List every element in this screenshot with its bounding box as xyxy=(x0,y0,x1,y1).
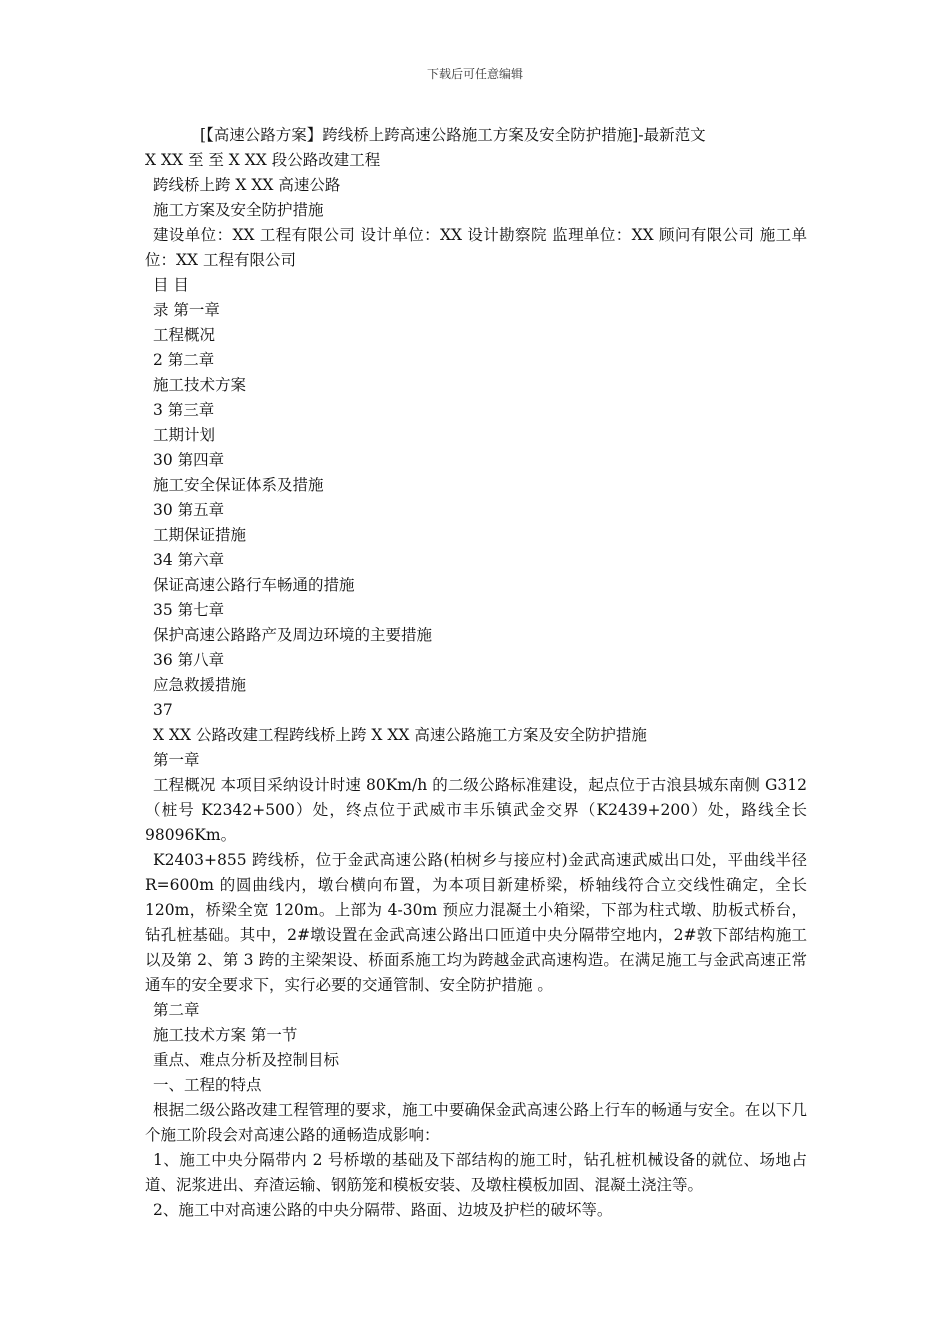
toc-line: 30 第四章 xyxy=(153,451,225,469)
chapter-heading: 第一章 xyxy=(153,751,200,769)
section-heading: 重点、难点分析及控制目标 xyxy=(153,1051,340,1069)
toc-line: 37 xyxy=(153,701,173,719)
toc-line: 36 第八章 xyxy=(153,651,225,669)
toc-line: 2 第二章 xyxy=(153,351,215,369)
toc-line: 保证高速公路行车畅通的措施 xyxy=(153,576,355,594)
project-name: X XX 至 至 X XX 段公路改建工程 xyxy=(145,151,381,169)
toc-line: 工期保证措施 xyxy=(153,526,247,544)
toc-line: 应急救援措施 xyxy=(153,676,247,694)
toc-line: 录 第一章 xyxy=(153,301,220,319)
toc-line: 工程概况 xyxy=(153,326,216,344)
page-header: 下载后可任意编辑 xyxy=(426,67,523,81)
body-paragraph: K2403+855 跨线桥，位于金武高速公路(柏树乡与接应村)金武高速武威出口处，平曲线半径 R=600m 的圆曲线内，墩台横向布置，为本项目新建桥梁，桥轴线符合立交线性确定，全长 120m，桥梁全宽 120m。上部为 4-30m 预应力混凝土小箱梁，下部为柱式墩、肋板式桥台，钻孔桩基础。其中，2#墩设置在金武高速公路出口匝道中央分隔带空地内，2#敦下部结构施工以及第 2、第 3 跨的主梁架设、桥面系施工均为跨越金武高速构造。在满足施工与金武高速正常通车的安全要求下，实行必要的交通管制、安全防护措施 。 xyxy=(145,851,807,994)
toc-line: 工期计划 xyxy=(153,426,216,444)
toc-line: 施工技术方案 xyxy=(153,376,247,394)
body-paragraph: 根据二级公路改建工程管理的要求，施工中要确保金武高速公路上行车的畅通与安全。在以下几个施工阶段会对高速公路的通畅造成影响： xyxy=(145,1101,807,1144)
chapter-heading: 第二章 xyxy=(153,1001,200,1019)
document-title: [【高速公路方案】跨线桥上跨高速公路施工方案及安全防护措施]-最新范文 xyxy=(200,126,706,144)
document-body xyxy=(145,123,807,1223)
body-paragraph: 2、施工中对高速公路的中央分隔带、路面、边坡及护栏的破坏等。 xyxy=(153,1201,613,1219)
toc-line: 35 第七章 xyxy=(153,601,225,619)
section-title: X XX 公路改建工程跨线桥上跨 X XX 高速公路施工方案及安全防护措施 xyxy=(153,726,647,744)
body-paragraph: 1、施工中央分隔带内 2 号桥墩的基础及下部结构的施工时，钻孔桩机械设备的就位、场地占道、泥浆进出、弃渣运输、钢筋笼和模板安装、及墩柱模板加固、混凝土浇注等。 xyxy=(145,1151,807,1194)
toc-line: 3 第三章 xyxy=(153,401,215,419)
toc-line: 34 第六章 xyxy=(153,551,225,569)
toc-line: 施工安全保证体系及措施 xyxy=(153,476,324,494)
toc-heading: 目 目 xyxy=(153,276,189,294)
toc-line: 保护高速公路路产及周边环境的主要措施 xyxy=(153,626,433,644)
section-heading: 一、工程的特点 xyxy=(153,1076,262,1094)
section-heading: 施工技术方案 第一节 xyxy=(153,1026,298,1044)
toc-line: 30 第五章 xyxy=(153,501,225,519)
body-paragraph: 工程概况 本项目采纳设计时速 80Km/h 的二级公路标准建设，起点位于古浪县城东南侧 G312（桩号 K2342+500）处，终点位于武威市丰乐镇武金交界（K2439+200）处，路线全长 98096Km。 xyxy=(145,776,807,844)
plan-subtitle: 施工方案及安全防护措施 xyxy=(153,201,324,219)
units-paragraph: 建设单位：XX 工程有限公司 设计单位：XX 设计勘察院 监理单位：XX 顾问有限公司 施工单位：XX 工程有限公司 xyxy=(145,226,807,269)
bridge-subtitle: 跨线桥上跨 X XX 高速公路 xyxy=(153,176,341,194)
